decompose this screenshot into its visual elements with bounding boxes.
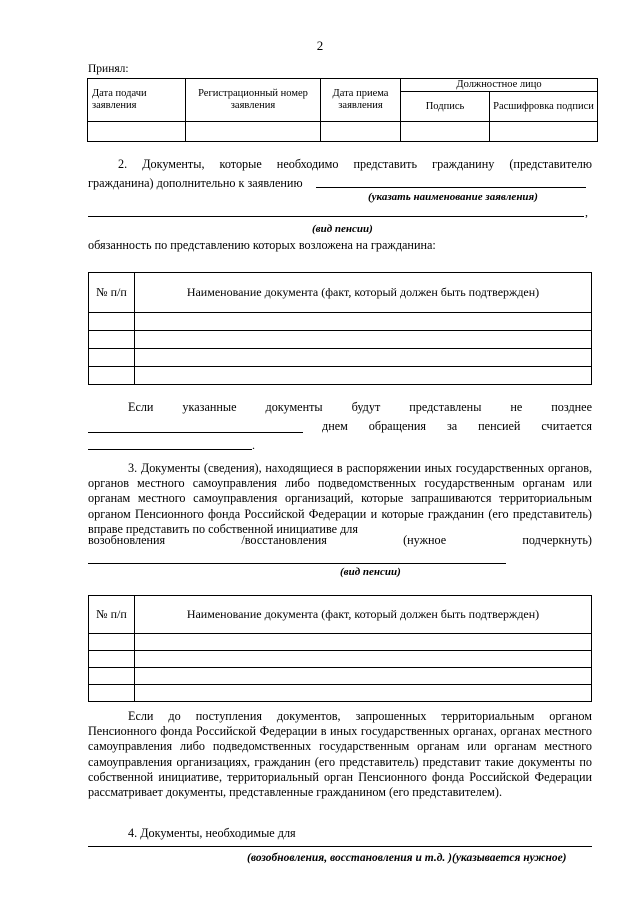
application-name-field[interactable] xyxy=(316,187,586,188)
header-reg-number: Регистрационный номер заявления xyxy=(186,79,321,122)
doc-table-num-header: № п/п xyxy=(89,273,135,313)
cell-signature-decoding[interactable] xyxy=(490,122,598,142)
section2-line2: гражданина) дополнительно к заявлению xyxy=(88,176,303,190)
header-date-received: Дата приема заявления xyxy=(321,79,401,122)
table-row-num[interactable] xyxy=(89,331,135,349)
doc-table2-doc-header: Наименование документа (факт, который должен быть подтвержден) xyxy=(135,596,592,634)
doc-table2-num-header: № п/п xyxy=(89,596,135,634)
table-row-doc[interactable] xyxy=(135,668,592,685)
hint-application-name: (указать наименование заявления) xyxy=(368,191,538,203)
cell-reg-number[interactable] xyxy=(186,122,321,142)
deadline-date-field[interactable] xyxy=(88,432,303,433)
section3-last-line: возобновления /восстановления (нужное подчеркнуть) xyxy=(88,533,592,547)
table-row-num[interactable] xyxy=(89,634,135,651)
section2-line1: 2. Документы, которые необходимо представить гражданину (представителю xyxy=(118,157,592,171)
section2-line3: обязанность по представлению которых возложена на гражданина: xyxy=(88,238,436,252)
table-row-num[interactable] xyxy=(89,685,135,702)
table-row-doc[interactable] xyxy=(135,685,592,702)
accepted-label: Принял: xyxy=(88,63,129,75)
documents-table-2 xyxy=(88,595,592,702)
table-row-doc[interactable] xyxy=(135,331,592,349)
table-row-num[interactable] xyxy=(89,367,135,385)
table-row-doc[interactable] xyxy=(135,367,592,385)
documents-table-1 xyxy=(88,272,592,385)
table-row-num[interactable] xyxy=(89,313,135,331)
table-row-num[interactable] xyxy=(89,668,135,685)
section3-text: 3. Документы (сведения), находящиеся в распоряжении иных государственных органов, органов местного самоуправления либо подведомственных государственным органам или органам местного самоуправления организаций, которые запрашиваются территориальным органом Пенсионного фонда Российской Федерации и которые гражданин (его представитель) вправе представить по собственной инициативе для xyxy=(88,461,592,536)
header-date-submitted: Дата подачи заявления xyxy=(88,79,186,122)
acceptance-table xyxy=(87,78,598,142)
table-row-doc[interactable] xyxy=(135,313,592,331)
if-submitted-line2: днем обращения за пенсией считается xyxy=(322,419,592,433)
if-submitted-line1: Если указанные документы будут представлены не позднее xyxy=(128,400,592,414)
comma: , xyxy=(585,205,588,219)
section4-hint: (возобновления, восстановления и т.д. )(указывается нужное) xyxy=(247,852,567,864)
section4-field[interactable] xyxy=(88,846,592,847)
section4-line1: 4. Документы, необходимые для xyxy=(128,826,296,840)
hint-pension-type: (вид пенсии) xyxy=(312,223,373,235)
table-row-doc[interactable] xyxy=(135,349,592,367)
cell-date-received[interactable] xyxy=(321,122,401,142)
table-row-num[interactable] xyxy=(89,651,135,668)
pension-type-field[interactable] xyxy=(88,216,584,217)
header-signature-decoding: Расшифровка подписи xyxy=(490,92,598,122)
section3-after-text: Если до поступления документов, запрошенных территориальным органом Пенсионного фонда Российской Федерации в иных государственных органах, органах местного самоуправления либо подведомственных государственным органам или органам местного самоуправления организациях, гражданин (его представитель) представит такие документы по собственной инициативе, территориальный орган Пенсионного фонда Российской Федерации рассматривает документы, представленные гражданином (его представителем). xyxy=(88,709,592,800)
header-official: Должностное лицо xyxy=(401,79,598,92)
cell-date-submitted[interactable] xyxy=(88,122,186,142)
header-signature: Подпись xyxy=(401,92,490,122)
table-row-doc[interactable] xyxy=(135,651,592,668)
section3-pension-field[interactable] xyxy=(88,563,506,564)
cell-signature[interactable] xyxy=(401,122,490,142)
application-date-field[interactable] xyxy=(88,449,252,450)
table-row-num[interactable] xyxy=(89,349,135,367)
period: . xyxy=(252,438,255,452)
doc-table-doc-header: Наименование документа (факт, который должен быть подтвержден) xyxy=(135,273,592,313)
page-number: 2 xyxy=(316,38,324,53)
table-row-doc[interactable] xyxy=(135,634,592,651)
section3-hint-pension: (вид пенсии) xyxy=(340,566,401,578)
